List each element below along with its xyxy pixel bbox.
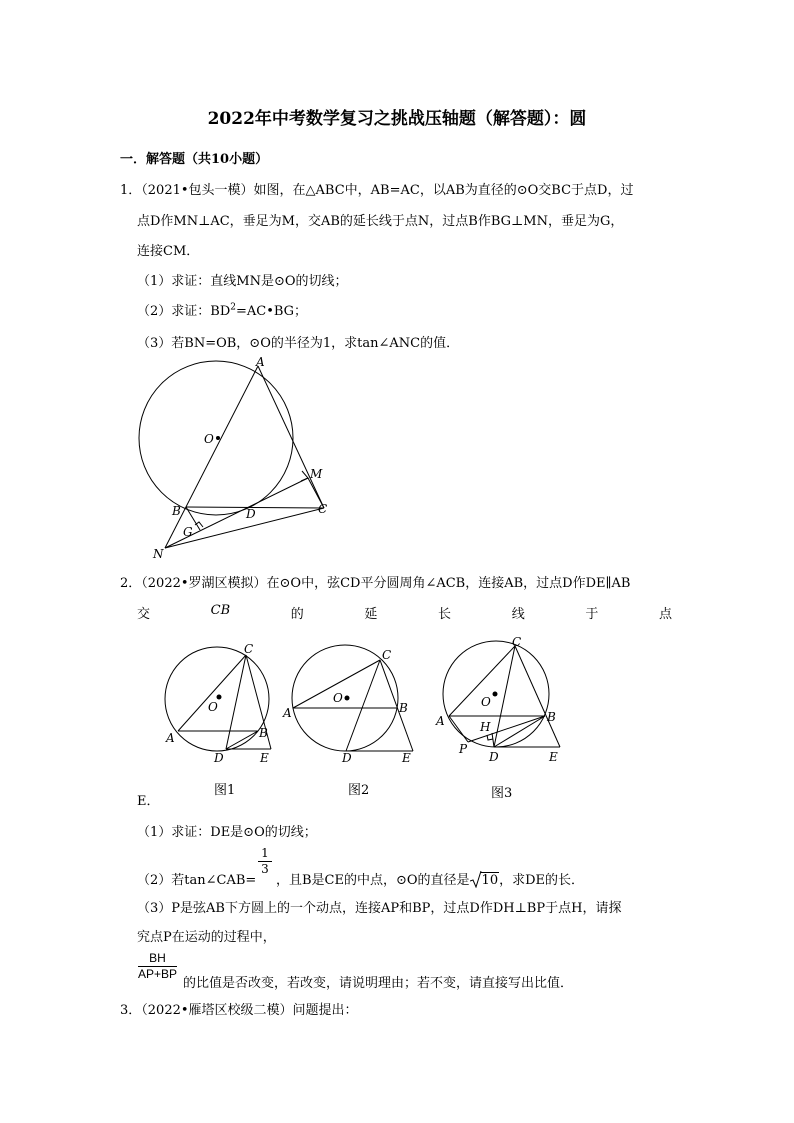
q2-figure-3-caption: 图3	[491, 786, 513, 801]
q3-line-1: 3．（2022•雁塔区校级二模）问题提出：	[120, 1003, 358, 1018]
q1-label-M: M	[310, 467, 323, 481]
q2-part-3-line-2: 究点P在运动的过程中，	[137, 930, 276, 945]
svg-text:O: O	[481, 695, 491, 709]
svg-text:B: B	[399, 701, 408, 715]
svg-text:C: C	[382, 648, 392, 662]
q1-line-1: 1．（2021•包头一模）如图，在△ABC中，AB=AC，以AB为直径的⊙O交BC于点D，过	[120, 183, 634, 198]
svg-text:D: D	[489, 750, 499, 764]
q1-part-2: （2）求证：$BD^2=AC•BG$；	[137, 302, 308, 319]
q2-figure-1	[158, 640, 288, 770]
q1-part-3: （3）若BN=OB，⊙O的半径为1，求tan∠ANC的值．	[137, 336, 460, 351]
q1-label-A: A	[256, 355, 265, 369]
q1-label-D: D	[246, 507, 256, 521]
q1-line-2: 点D作MN⊥AC，垂足为M，交AB的延长线于点N，过点B作BG⊥MN，垂足为G，	[137, 214, 624, 229]
svg-text:A: A	[436, 714, 445, 728]
svg-text:O: O	[333, 691, 343, 705]
q2-figure-2	[280, 640, 425, 770]
q1-label-N: N	[153, 547, 164, 561]
q1-label-O: O	[204, 432, 214, 446]
svg-text:E: E	[402, 751, 411, 765]
svg-text:P: P	[459, 742, 468, 756]
q2-part-1: （1）求证：DE是⊙O的切线；	[137, 825, 317, 840]
sqrt-symbol: 10	[470, 873, 500, 888]
q2-figure-3	[430, 632, 570, 770]
section-heading: 一．解答题（共10小题）	[120, 152, 269, 167]
svg-text:O: O	[208, 700, 218, 714]
q2-part-3-line-1: （3）P是弦AB下方圆上的一个动点，连接AP和BP，过点D作DH⊥BP于点H，请探	[137, 901, 622, 916]
q1-label-G: G	[183, 525, 193, 539]
q2-figure-1-caption: 图1	[214, 783, 236, 798]
q1-figure	[130, 352, 340, 564]
svg-text:D: D	[214, 751, 224, 765]
svg-text:E: E	[260, 751, 269, 765]
q2-part-2-b: ，且B是CE的中点，⊙O的直径是 10，求DE的长．	[276, 873, 585, 888]
svg-text:B: B	[547, 710, 556, 724]
q1-label-C: C	[318, 502, 328, 516]
q1-label-B: B	[172, 504, 181, 518]
svg-text:C: C	[244, 642, 254, 656]
q2-line-2: 交 CB 的 延 长 线 于 点	[137, 603, 672, 622]
q2-part-2-fraction: 1 3	[258, 846, 272, 877]
svg-text:H: H	[480, 720, 491, 734]
svg-text:C: C	[512, 635, 522, 649]
svg-text:E: E	[549, 750, 558, 764]
q2-line-1: 2．（2022•罗湖区模拟）在⊙O中，弦CD平分圆周角∠ACB，连接AB，过点D作DE∥AB	[120, 576, 631, 591]
q1-part-1: （1）求证：直线MN是⊙O的切线；	[137, 274, 348, 289]
q2-line-3: E．	[137, 794, 160, 809]
q2-part-3-fraction: BH AP+BP	[138, 951, 178, 981]
svg-text:A: A	[166, 731, 175, 745]
q2-part-2-a: （2）若tan∠CAB=	[137, 873, 257, 888]
q1-line-3: 连接CM．	[137, 244, 200, 259]
q2-part-3-line-3: 的比值是否改变，若改变，请说明理由；若不变，请直接写出比值．	[183, 976, 574, 991]
svg-text:B: B	[259, 726, 268, 740]
svg-text:D: D	[342, 751, 352, 765]
document-title: 2022年中考数学复习之挑战压轴题（解答题）：圆	[207, 109, 587, 129]
q2-figure-2-caption: 图2	[348, 783, 370, 798]
svg-text:A: A	[283, 706, 292, 720]
